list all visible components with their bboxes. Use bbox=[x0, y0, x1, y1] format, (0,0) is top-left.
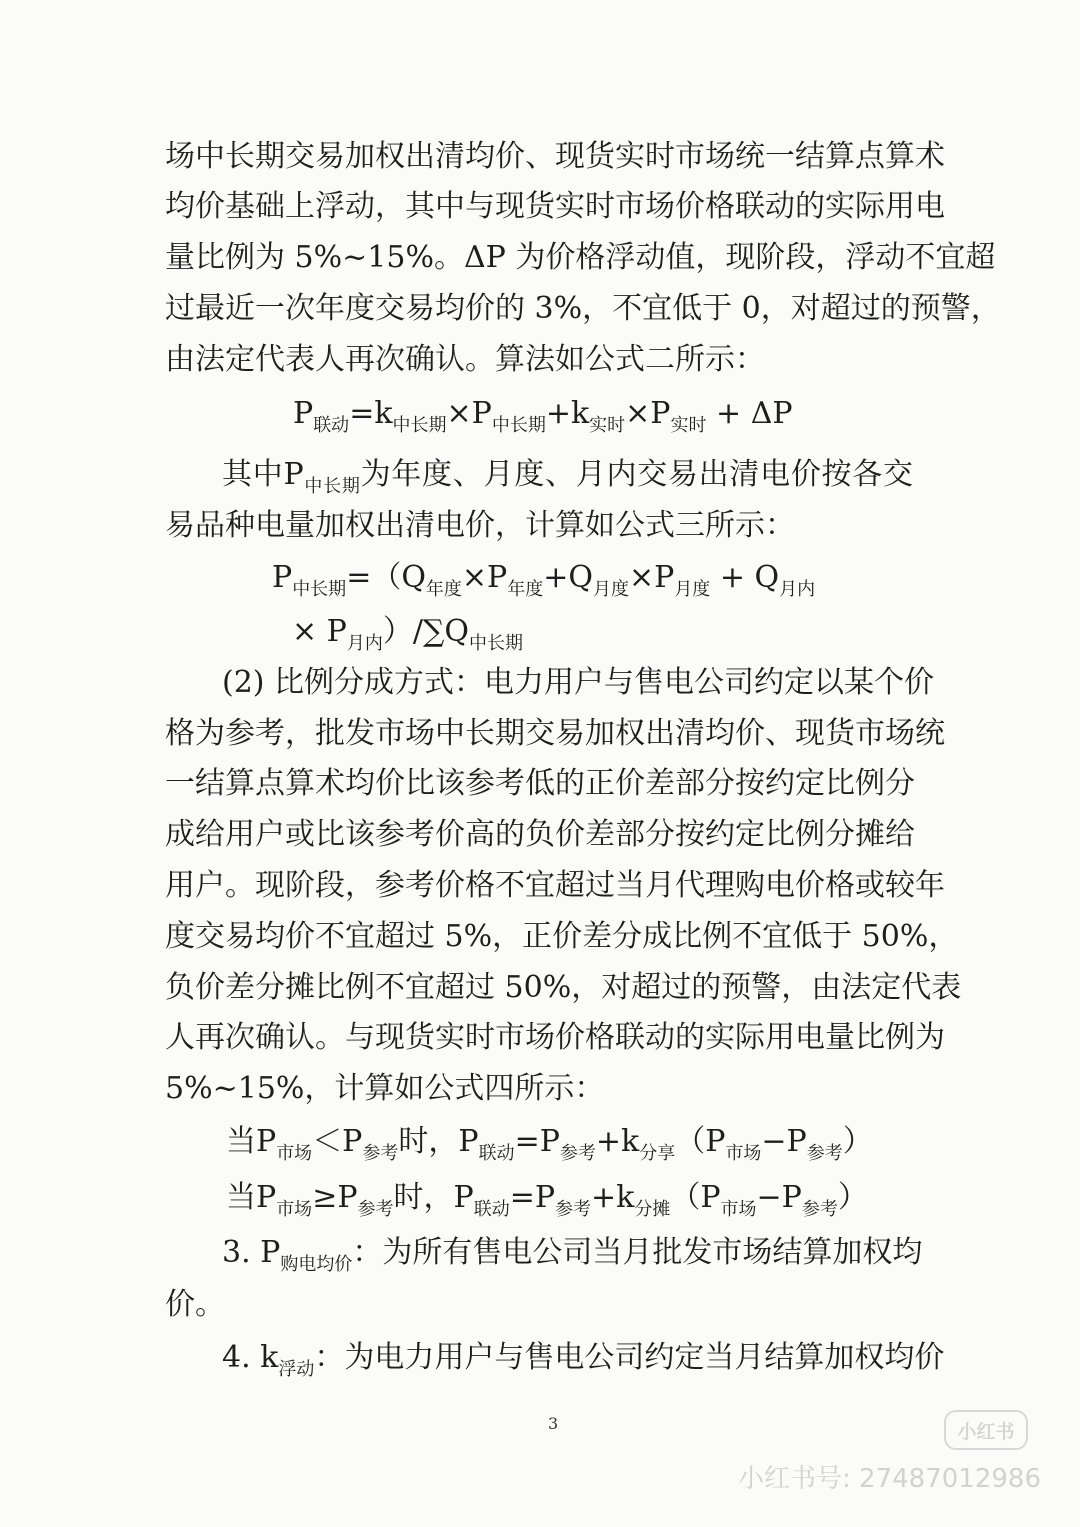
text-line: (2) 比例分成方式：电力用户与售电公司约定以某个价 bbox=[222, 665, 935, 700]
text-line: 成给用户或比该参考价高的负价差部分按约定比例分摊给 bbox=[165, 817, 915, 852]
text-line: 其中$P_{中长期}$为年度、月度、月内交易出清电价按各交 bbox=[222, 457, 914, 497]
formula-three-line-2: × $P_{月内})/\sum Q_{中长期}$ bbox=[292, 614, 523, 654]
text-line: 4. $k_{浮动}$：为电力用户与售电公司约定当月结算加权均价 bbox=[222, 1340, 945, 1380]
text-line: 均价基础上浮动，其中与现货实时市场价格联动的实际用电 bbox=[165, 189, 945, 224]
text-line: 场中长期交易加权出清均价、现货实时市场统一结算点算术 bbox=[165, 139, 945, 174]
formula-two: $P_{联动}=k_{中长期}\times P_{中长期}+k_{实时}\times P_{实时} + \Delta P$ bbox=[293, 396, 793, 436]
text-line: 易品种电量加权出清电价，计算如公式三所示： bbox=[165, 508, 795, 543]
text-line: 度交易均价不宜超过 5%，正价差分成比例不宜低于 50%， bbox=[165, 919, 959, 954]
text-line: 5%~15%，计算如公式四所示： bbox=[165, 1071, 605, 1106]
text-line: 人再次确认。与现货实时市场价格联动的实际用电量比例为 bbox=[165, 1020, 945, 1055]
text-line: 3. $P_{购电均价}$：为所有售电公司当月批发市场结算加权均 bbox=[222, 1235, 923, 1275]
text-line: 过最近一次年度交易均价的 3%，不宜低于 0，对超过的预警， bbox=[165, 291, 1001, 326]
text-line: 负价差分摊比例不宜超过 50%，对超过的预警，由法定代表 bbox=[165, 970, 962, 1005]
text-line: 格为参考，批发市场中长期交易加权出清均价、现货市场统 bbox=[165, 716, 945, 751]
watermark-id: 小红书号: 27487012986 bbox=[738, 1464, 1041, 1494]
text-line: 由法定代表人再次确认。算法如公式二所示： bbox=[165, 342, 765, 377]
text-line: 一结算点算术均价比该参考低的正价差部分按约定比例分 bbox=[165, 766, 915, 801]
watermark-logo: 小红书 bbox=[944, 1410, 1028, 1450]
text-line: 价。 bbox=[165, 1287, 225, 1322]
formula-four-line-2: 当$P_{市场}\ge P_{参考}$时，$P_{联动}=P_{参考}+k_{分摊}(P_{市场}-P_{参考})$ bbox=[226, 1180, 868, 1220]
page-number: 3 bbox=[548, 1414, 559, 1433]
text-line: 用户。现阶段，参考价格不宜超过当月代理购电价格或较年 bbox=[165, 868, 945, 903]
formula-three-line-1: $P_{中长期}=(Q_{年度}\times P_{年度}+Q_{月度}\times P_{月度} + Q_{月内}$ bbox=[272, 560, 816, 600]
formula-four-line-1: 当$P_{市场}<P_{参考}$时，$P_{联动}=P_{参考}+k_{分享}(P_{市场}-P_{参考})$ bbox=[226, 1124, 873, 1164]
text-line: 量比例为 5%~15%。ΔP 为价格浮动值，现阶段，浮动不宜超 bbox=[165, 240, 996, 275]
